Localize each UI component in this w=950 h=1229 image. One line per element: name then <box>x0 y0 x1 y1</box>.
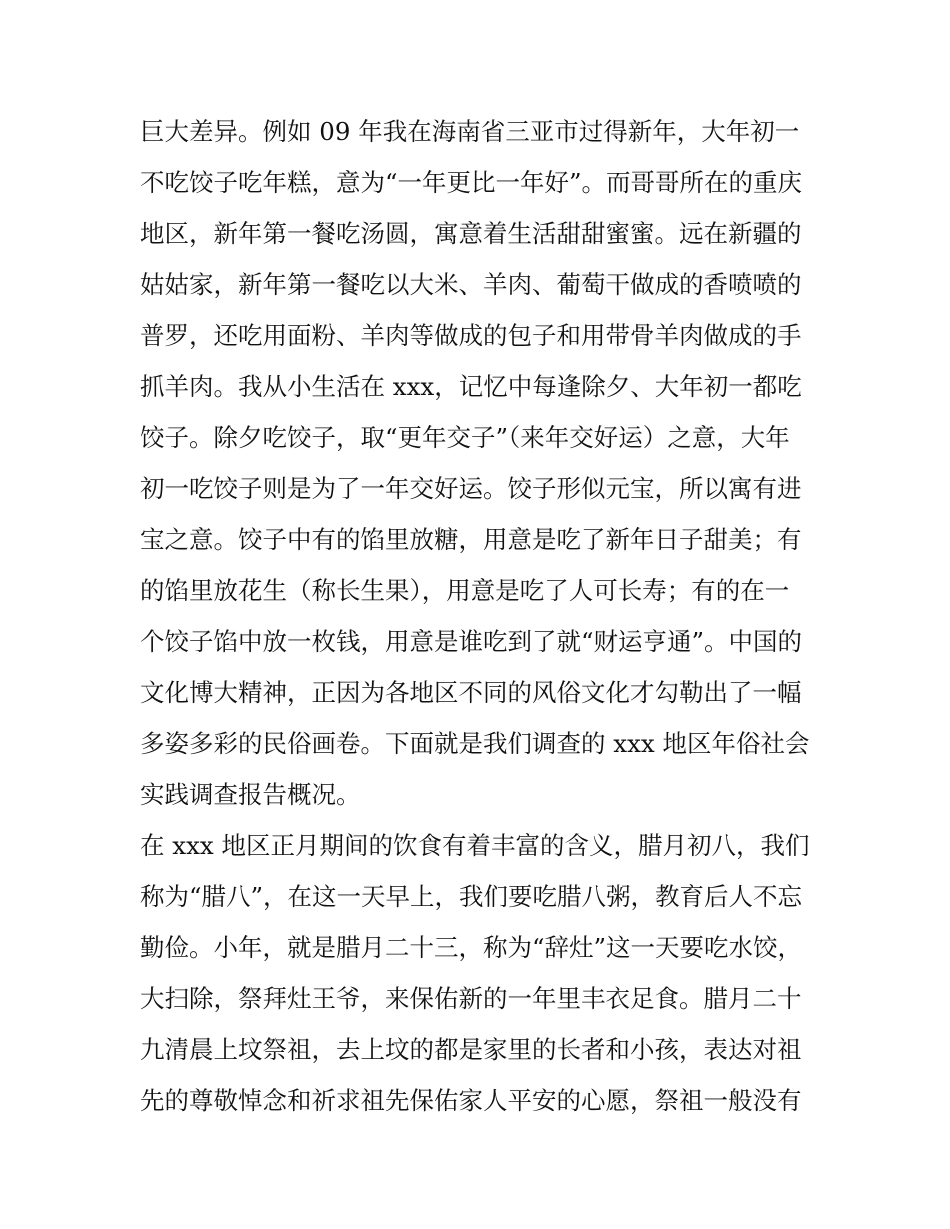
text-line: 巨大差异。例如 09 年我在海南省三亚市过得新年，大年初一 <box>140 117 800 146</box>
text-line: 地区，新年第一餐吃汤圆，寓意着生活甜甜蜜蜜。远在新疆的 <box>140 219 802 248</box>
text-line: 个饺子馅中放一枚钱，用意是谁吃到了就“财运亨通”。中国的 <box>140 627 803 656</box>
text-line: 的馅里放花生（称长生果），用意是吃了人可长寿；有的在一 <box>140 576 790 605</box>
text-line: 称为“腊八”，在这一天早上，我们要吃腊八粥，教育后人不忘 <box>140 882 803 911</box>
text-line: 宝之意。饺子中有的馅里放糖，用意是吃了新年日子甜美；有 <box>140 525 802 554</box>
paragraph-2 <box>140 820 820 1126</box>
text-line: 普罗，还吃用面粉、羊肉等做成的包子和用带骨羊肉做成的手 <box>140 321 802 350</box>
text-line: 文化博大精神，正因为各地区不同的风俗文化才勾勒出了一幅 <box>140 678 802 707</box>
text-line: 九清晨上坟祭祖，去上坟的都是家里的长者和小孩，表达对祖 <box>140 1035 802 1064</box>
text-line: 抓羊肉。我从小生活在 xxx，记忆中每逢除夕、大年初一都吃 <box>140 372 802 401</box>
paragraph-1 <box>140 106 820 820</box>
text-line: 不吃饺子吃年糕，意为“一年更比一年好”。而哥哥所在的重庆 <box>140 168 803 197</box>
text-line: 实践调查报告概况。 <box>140 780 361 809</box>
text-line: 姑姑家，新年第一餐吃以大米、羊肉、葡萄干做成的香喷喷的 <box>140 270 802 299</box>
text-line: 大扫除，祭拜灶王爷，来保佑新的一年里丰衣足食。腊月二十 <box>140 984 802 1013</box>
text-line: 在 xxx 地区正月期间的饮食有着丰富的含义，腊月初八，我们 <box>140 831 810 860</box>
text-line: 先的尊敬悼念和祈求祖先保佑家人平安的心愿，祭祖一般没有 <box>140 1086 802 1115</box>
body-text <box>140 106 820 1126</box>
text-line: 勤俭。小年，就是腊月二十三，称为“辞灶”这一天要吃水饺， <box>140 933 803 962</box>
text-line: 初一吃饺子则是为了一年交好运。饺子形似元宝，所以寓有进 <box>140 474 802 503</box>
text-line: 饺子。除夕吃饺子，取“更年交子”（来年交好运）之意，大年 <box>140 423 790 452</box>
text-line: 多姿多彩的民俗画卷。下面就是我们调查的 xxx 地区年俗社会 <box>140 729 810 758</box>
